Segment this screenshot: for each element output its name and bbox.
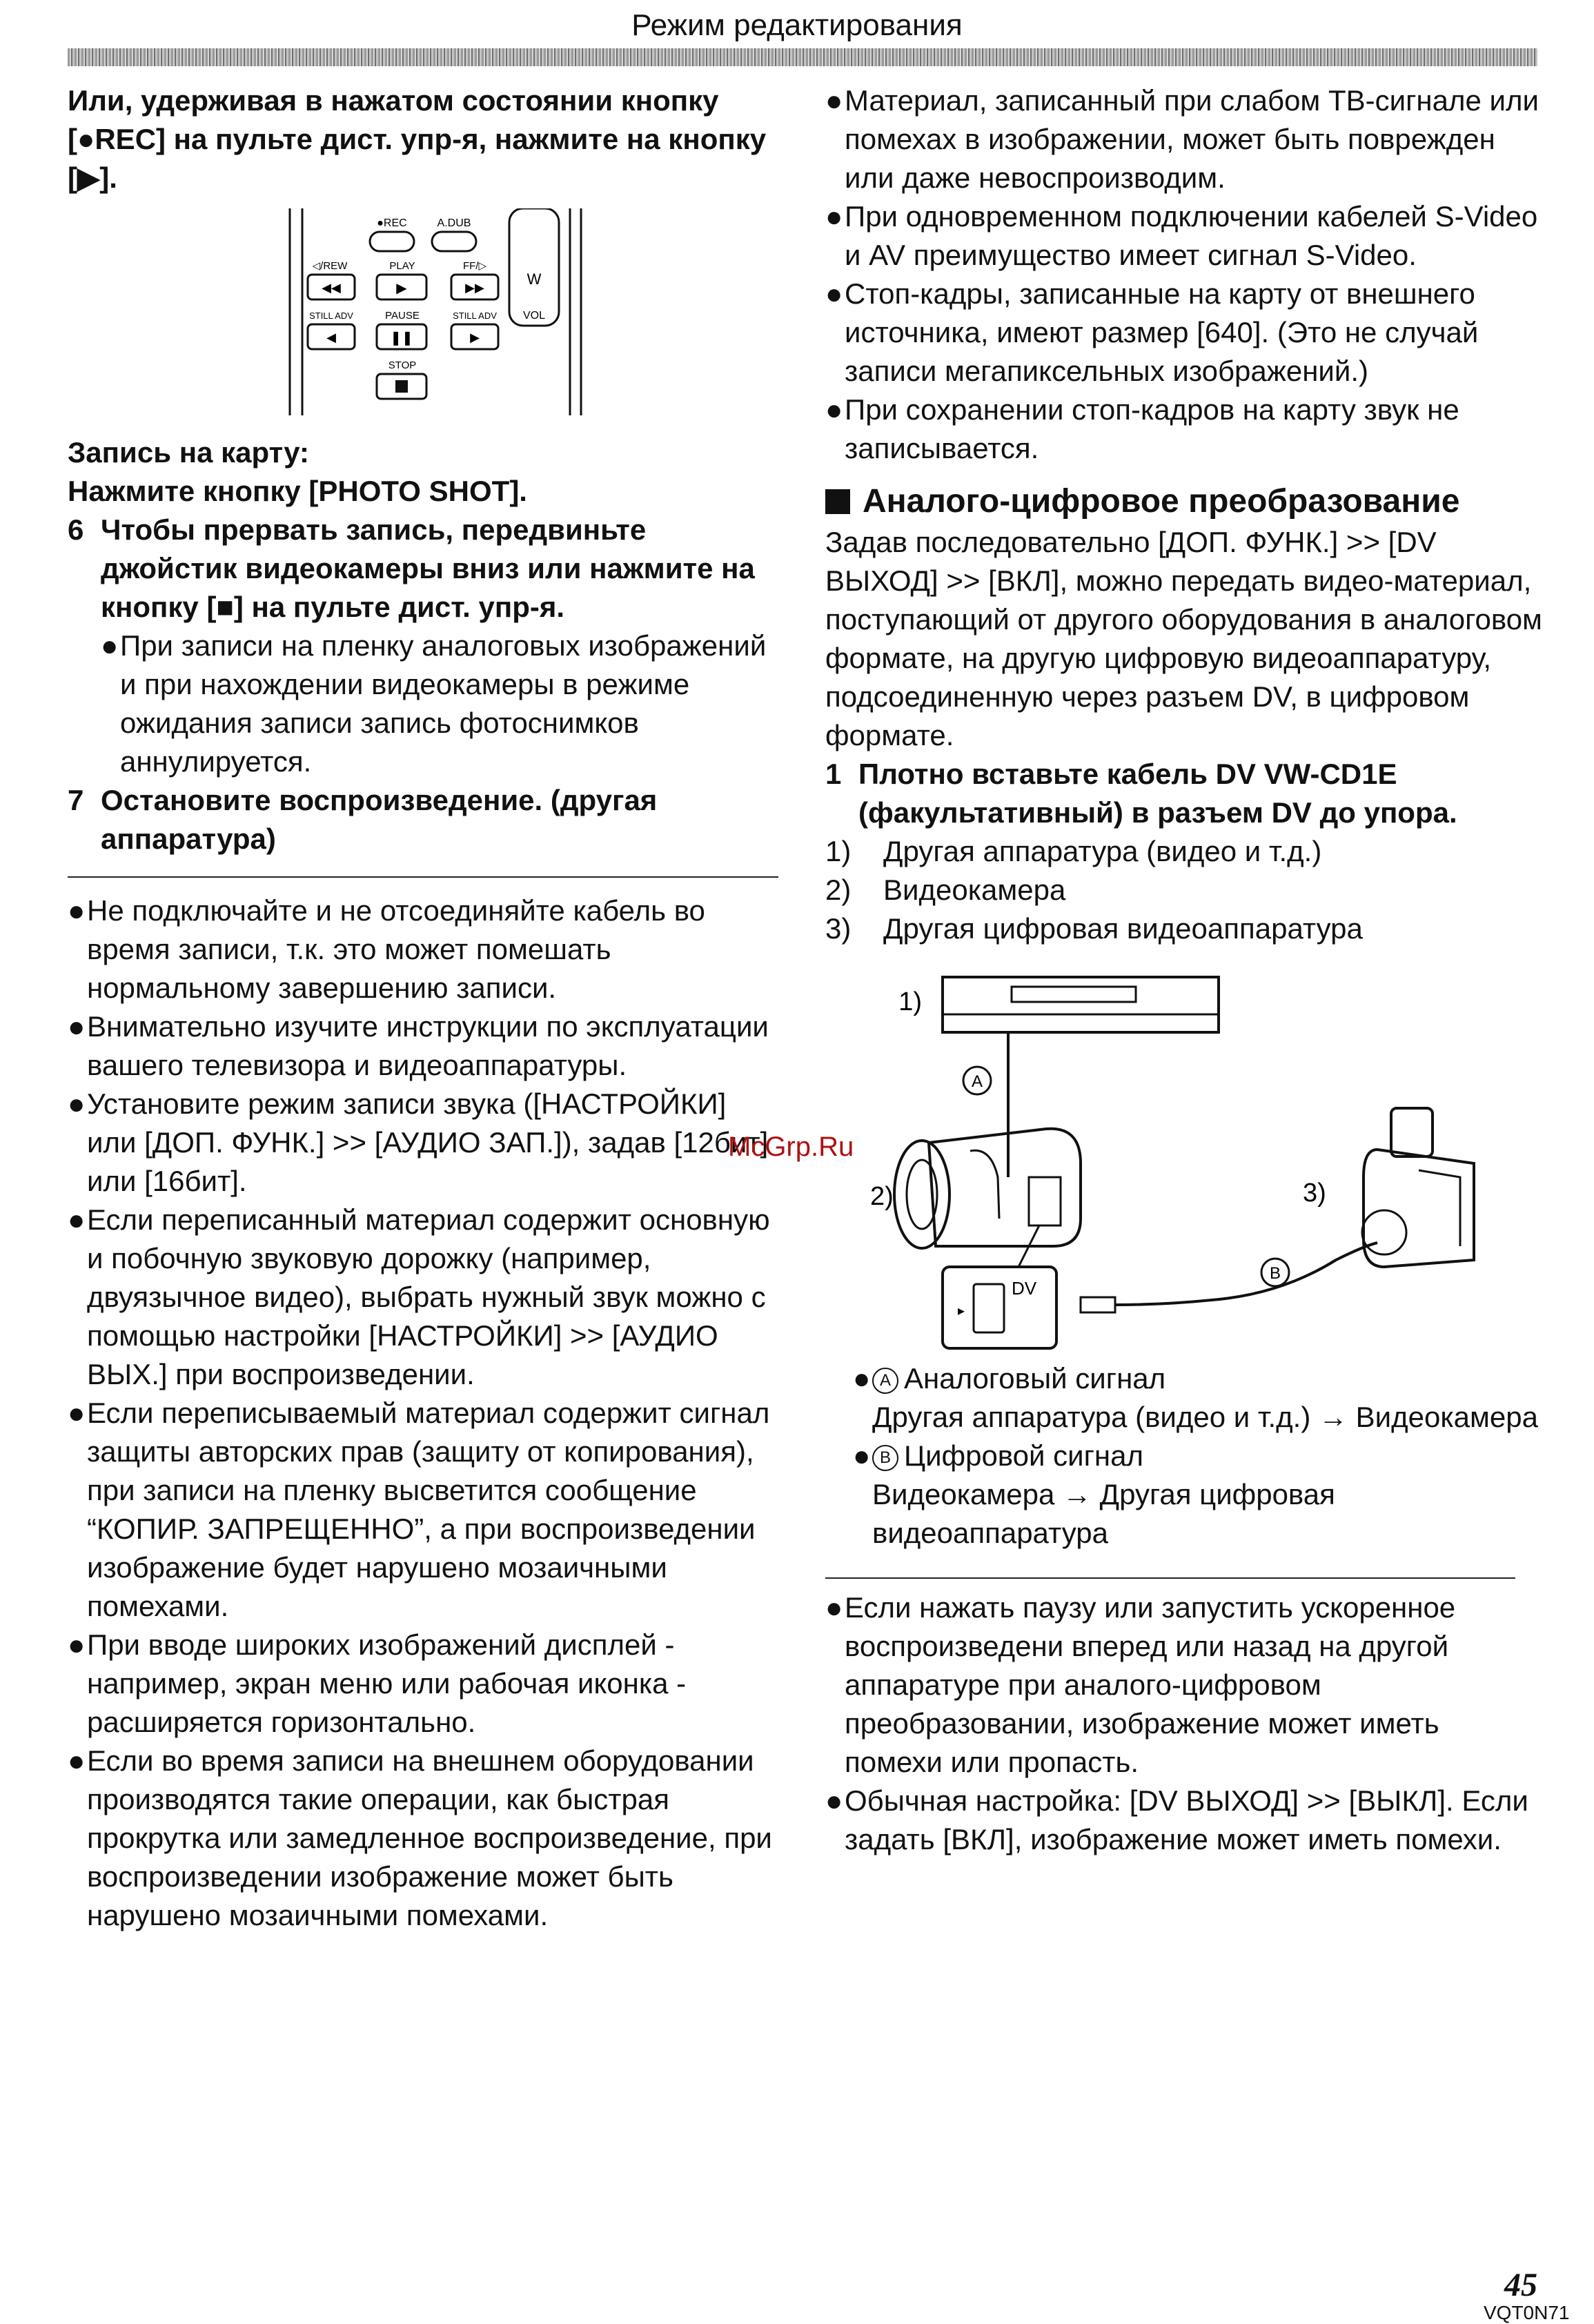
remote-vol-label: VOL — [522, 310, 546, 322]
step-6 — [68, 511, 778, 627]
section-intro: Задав последовательно [ДОП. ФУНК.] >> [DV ВЫХОД] >> [ВКЛ], можно передать видео-материал, поступающий от другого оборудования в аналоговом формате, на другую цифровую видеоаппаратуру, подсоединенную через разъем DV, в цифровом формате. — [825, 526, 1542, 751]
digital-camcorder-icon — [1362, 1108, 1474, 1267]
remote-play-label: PLAY — [389, 260, 415, 272]
intro-instruction: Или, удерживая в нажатом состоянии кнопку [●REC] на пульте дист. упр-я, нажмите на кнопку [▶]. — [68, 84, 767, 194]
diagram-label-3: 3) — [1303, 1179, 1326, 1208]
right-column — [825, 81, 1543, 1859]
left-column — [68, 81, 778, 1935]
list-item: ● Если во время записи на внешнем оборудовании производятся такие операции, как быстрая прокрутка или замедленное воспроизведение, при воспроизведении изображение может быть нарушено мозаичными помехами. — [68, 1744, 772, 1931]
list-item: ● Обычная настройка: [DV ВЫХОД] >> [ВЫКЛ]. Если задать [ВКЛ], изображение может иметь помехи. — [825, 1784, 1528, 1855]
remote-stop-label: STOP — [388, 360, 417, 371]
step-text: Остановите воспроизведение. (другая аппаратура) — [101, 784, 658, 855]
list-item: ● При одновременном подключении кабелей S-Video и AV преимущество имеет сигнал S-Video. — [825, 200, 1538, 271]
step-number: 7 — [68, 784, 84, 816]
section-heading — [825, 480, 1543, 523]
remote-w-label: W — [527, 270, 542, 288]
list-item: ● Не подключайте и не отсоединяйте кабель во время записи, т.к. это может помешать нормальному завершению записи. — [68, 894, 705, 1004]
diagram-label-a: A — [971, 1072, 983, 1091]
step-7 — [68, 781, 778, 858]
list-item: ● Если переписанный материал содержит основную и побочную звуковую дорожку (например, двуязычное видео), выбрать нужный звук можно с помощью настройки [НАСТРОЙКИ] >> [АУДИО ВЫХ.] при воспроизведении. — [68, 1203, 770, 1390]
svg-text:▶▶: ▶▶ — [465, 281, 484, 295]
list-item: ● При вводе широких изображений дисплей - например, экран меню или рабочая иконка - расширяется горизонтально. — [68, 1628, 687, 1738]
diagram-label-1: 1) — [898, 987, 922, 1016]
diagram-label-b: B — [1269, 1264, 1281, 1283]
svg-text:◀◀: ◀◀ — [322, 281, 341, 295]
step-text: Плотно вставьте кабель DV VW-CD1E (факультативный) в разъем DV до упора. — [858, 758, 1457, 829]
dv-label: DV — [1012, 1278, 1037, 1299]
remote-rec-label: ●REC — [377, 217, 407, 229]
signal-a-item: ● A Аналоговый сигнал — [853, 1362, 1166, 1395]
list-item: 3) Другая цифровая видеоаппаратура — [825, 912, 1363, 945]
right-bottom-notes — [825, 1588, 1543, 1859]
section-square-icon — [825, 489, 850, 514]
card-instruction: Нажмите кнопку [PHOTO SHOT]. — [68, 475, 527, 507]
signal-a-desc: Другая аппаратура (видео и т.д.) → Видеокамера — [872, 1401, 1538, 1433]
right-top-notes — [825, 81, 1543, 468]
svg-text:▶: ▶ — [396, 281, 407, 296]
document-code: VQT0N71 — [1484, 2302, 1570, 2323]
svg-text:◀: ◀ — [326, 331, 336, 344]
signal-b-item: ● B Цифровой сигнал — [853, 1439, 1143, 1472]
step-text: Чтобы прервать запись, передвиньте джойстик видеокамеры вниз или нажмите на кнопку [■] на пульте дист. упр-я. — [101, 513, 755, 623]
list-item: ● Внимательно изучите инструкции по эксплуатации вашего телевизора и видеоаппаратуры. — [68, 1010, 769, 1081]
remote-adub-button — [432, 232, 476, 251]
remote-still-adv-left-label: STILL ADV — [309, 311, 353, 321]
signal-a-mark: A — [872, 1368, 898, 1394]
left-notes-list — [68, 892, 778, 1935]
remote-ff-label: FF/▷ — [462, 260, 487, 272]
list-item: ● Если нажать паузу или запустить ускоренное воспроизведени вперед или назад на другой аппаратуре при аналого-цифровом преобразовании, изображение может иметь помехи или пропасть. — [825, 1591, 1456, 1778]
step-number: 1 — [825, 758, 842, 790]
device-list — [825, 832, 1543, 948]
list-item: 2) Видеокамера — [825, 874, 1066, 906]
step-6-note: ● При записи на пленку аналоговых изображений и при нахождении видеокамеры в режиме ожидания записи запись фотоснимков аннулируется. — [101, 629, 767, 778]
section-title: Аналого-цифровое преобразование — [863, 483, 1460, 520]
remote-rew-label: ◁/REW — [312, 260, 348, 272]
remote-adub-label: A.DUB — [437, 217, 471, 229]
divider — [825, 1577, 1515, 1579]
connection-diagram — [853, 970, 1502, 1357]
svg-text:▸: ▸ — [958, 1303, 965, 1319]
step-1 — [825, 755, 1543, 832]
remote-still-adv-right-label: STILL ADV — [453, 311, 497, 321]
signal-b-desc: Видеокамера → Другая цифровая видеоаппаратура — [872, 1478, 1335, 1549]
list-item: ● Материал, записанный при слабом ТВ-сигнале или помехах в изображении, может быть поврежден или даже невоспроизводим. — [825, 84, 1539, 194]
list-item: ● Установите режим записи звука ([НАСТРОЙКИ] или [ДОП. ФУНК.] >> [АУДИО ЗАП.]), задав [12бит] или [16бит]. — [68, 1087, 769, 1197]
divider — [68, 876, 778, 878]
header-bar — [68, 48, 1537, 66]
list-item: ● Если переписываемый материал содержит сигнал защиты авторских прав (защиту от копирования), при записи на пленку высветится сообщение “КОПИР. ЗАПРЕЩЕННО”, а при воспроизведении изображение будет нарушено мозаичными помехами. — [68, 1397, 770, 1622]
remote-pause-label: PAUSE — [385, 310, 420, 322]
svg-text:❚❚: ❚❚ — [390, 331, 413, 346]
signal-b-mark: B — [872, 1445, 898, 1471]
list-item: 1) Другая аппаратура (видео и т.д.) — [825, 835, 1322, 867]
page-number: 45 — [1504, 2267, 1537, 2303]
list-item: ● При сохранении стоп-кадров на карту звук не записывается. — [825, 393, 1459, 464]
diagram-label-2: 2) — [870, 1182, 894, 1211]
step-number: 6 — [68, 513, 84, 546]
remote-control-illustration — [288, 208, 585, 415]
camcorder-icon — [894, 1129, 1081, 1248]
watermark: McGrp.Ru — [728, 1132, 854, 1162]
svg-text:▶: ▶ — [470, 331, 480, 344]
list-item: ● Стоп-кадры, записанные на карту от внешнего источника, имеют размер [640]. (Это не случай записи мегапиксельных изображений.) — [825, 277, 1479, 387]
vcr-device-icon — [943, 977, 1219, 1032]
signal-legend — [853, 1359, 1543, 1553]
remote-rec-button — [370, 232, 414, 251]
page-header-title: Режим редактирования — [631, 8, 963, 42]
card-title: Запись на карту: — [68, 436, 309, 469]
